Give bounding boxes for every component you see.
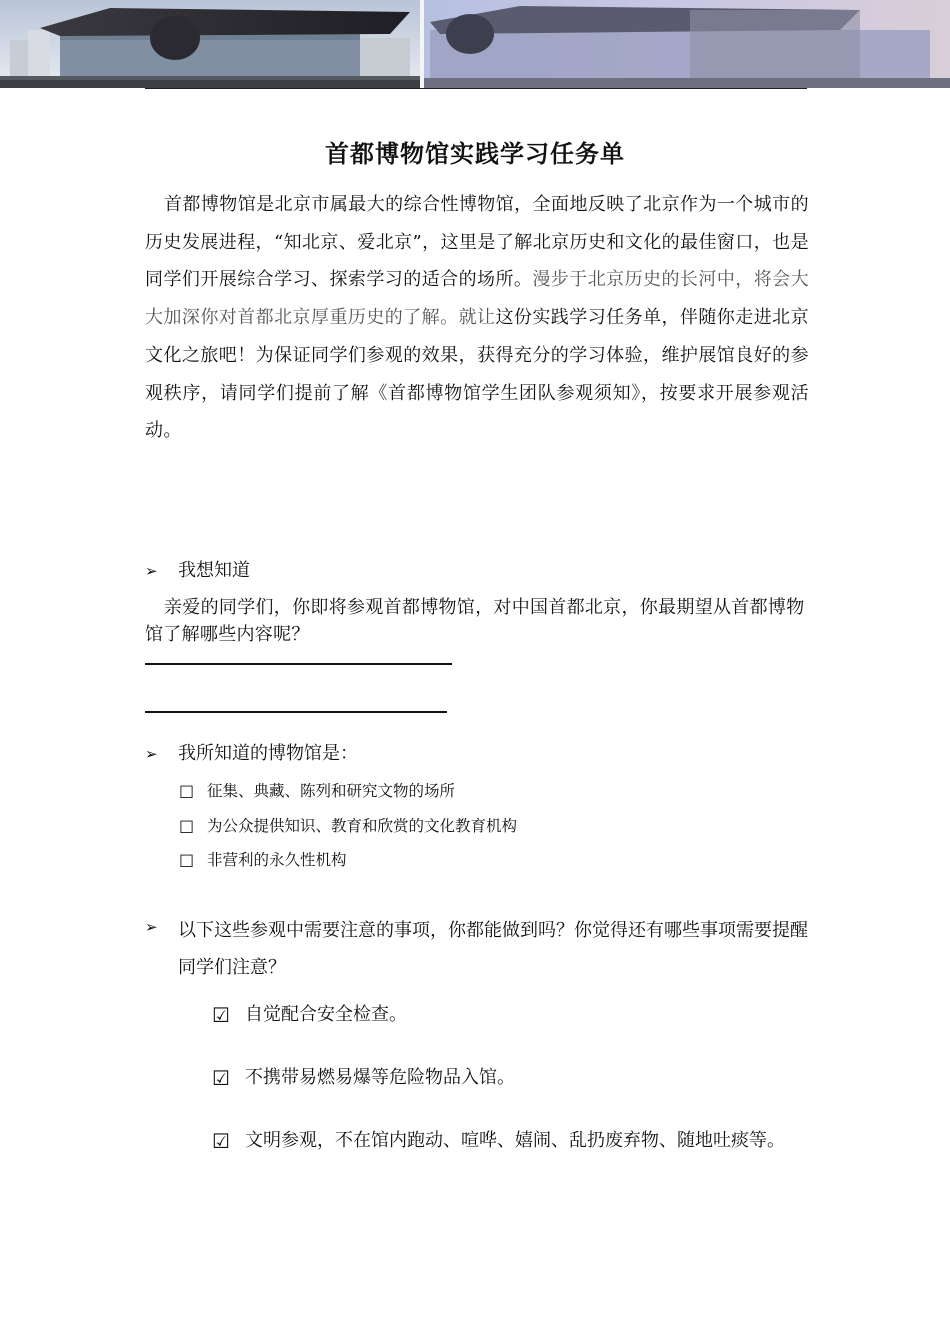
checkbox-empty-icon[interactable]: □: [179, 850, 195, 869]
option-label: 为公众提供知识、教育和欣赏的文化教育机构: [207, 817, 518, 835]
answer-blank-line-1[interactable]: [145, 663, 452, 665]
rule-label: 自觉配合安全检查。: [245, 1004, 407, 1025]
section-want-to-know-text: 亲爱的同学们，你即将参观首都博物馆，对中国首都北京，你最期望从首都博物馆了解哪些内容呢？: [145, 597, 805, 645]
section-heading-text: 我所知道的博物馆是：: [178, 743, 358, 764]
option-item[interactable]: [179, 848, 347, 872]
checkbox-empty-icon[interactable]: □: [179, 781, 195, 800]
rule-item: [212, 1127, 785, 1155]
checkbox-checked-icon[interactable]: ☑: [212, 1066, 230, 1090]
intro-part-3: 这份实践学习任务单，伴随你走进北京文化之旅吧！为保证同学们参观的效果，获得充分的学习体验，维护展馆良好的参观秩序，请同学们提前了解《首都博物馆学生团队参观须知》，按要求开展参观活动。: [145, 307, 809, 442]
checkbox-checked-icon[interactable]: ☑: [212, 1129, 230, 1153]
section-heading-text: 以下这些参观中需要注意的事项，你都能做到吗？你觉得还有哪些事项需要提醒同学们注意？: [178, 920, 808, 978]
intro-part-2: 漫步于北京历史的长河中，将会大大加深你对首都北京厚重历史的了解。就让: [145, 269, 809, 329]
arrow-bullet-icon: ➢: [145, 562, 158, 580]
section-museum-definition-heading: [145, 739, 358, 769]
option-item[interactable]: [179, 814, 517, 838]
option-label: 征集、典藏、陈列和研究文物的场所: [207, 782, 456, 800]
museum-building-photo: [0, 0, 950, 88]
option-item[interactable]: [179, 779, 455, 803]
checkbox-checked-icon[interactable]: ☑: [212, 1003, 230, 1027]
document-title: 首都博物馆实践学习任务单: [325, 139, 625, 168]
intro-paragraph: [145, 186, 809, 450]
intro-part-1: 首都博物馆是北京市属最大的综合性博物馆，全面地反映了北京作为一个城市的历史发展进程，“知北京、爱北京”，这里是了解北京历史和文化的最佳窗口，也是同学们开展综合学习、探索学习的适合的场所。: [145, 194, 809, 291]
arrow-bullet-icon: ➢: [145, 745, 158, 763]
rule-item: [212, 1001, 407, 1029]
header-rule: [145, 88, 807, 89]
section-visit-rules-heading: [145, 912, 815, 986]
checkbox-empty-icon[interactable]: □: [179, 816, 195, 835]
arrow-bullet-icon: ➢: [145, 918, 158, 936]
rule-label: 不携带易燃易爆等危险物品入馆。: [245, 1067, 515, 1088]
header-banner-image: [0, 0, 950, 88]
section-heading-text: 我想知道: [178, 560, 250, 581]
section-want-to-know-heading: [145, 556, 250, 586]
rule-label: 文明参观，不在馆内跑动、喧哗、嬉闹、乱扔废弃物、随地吐痰等。: [245, 1130, 785, 1151]
rule-item: [212, 1064, 515, 1092]
answer-blank-line-2[interactable]: [145, 711, 447, 713]
option-label: 非营利的永久性机构: [207, 851, 347, 869]
